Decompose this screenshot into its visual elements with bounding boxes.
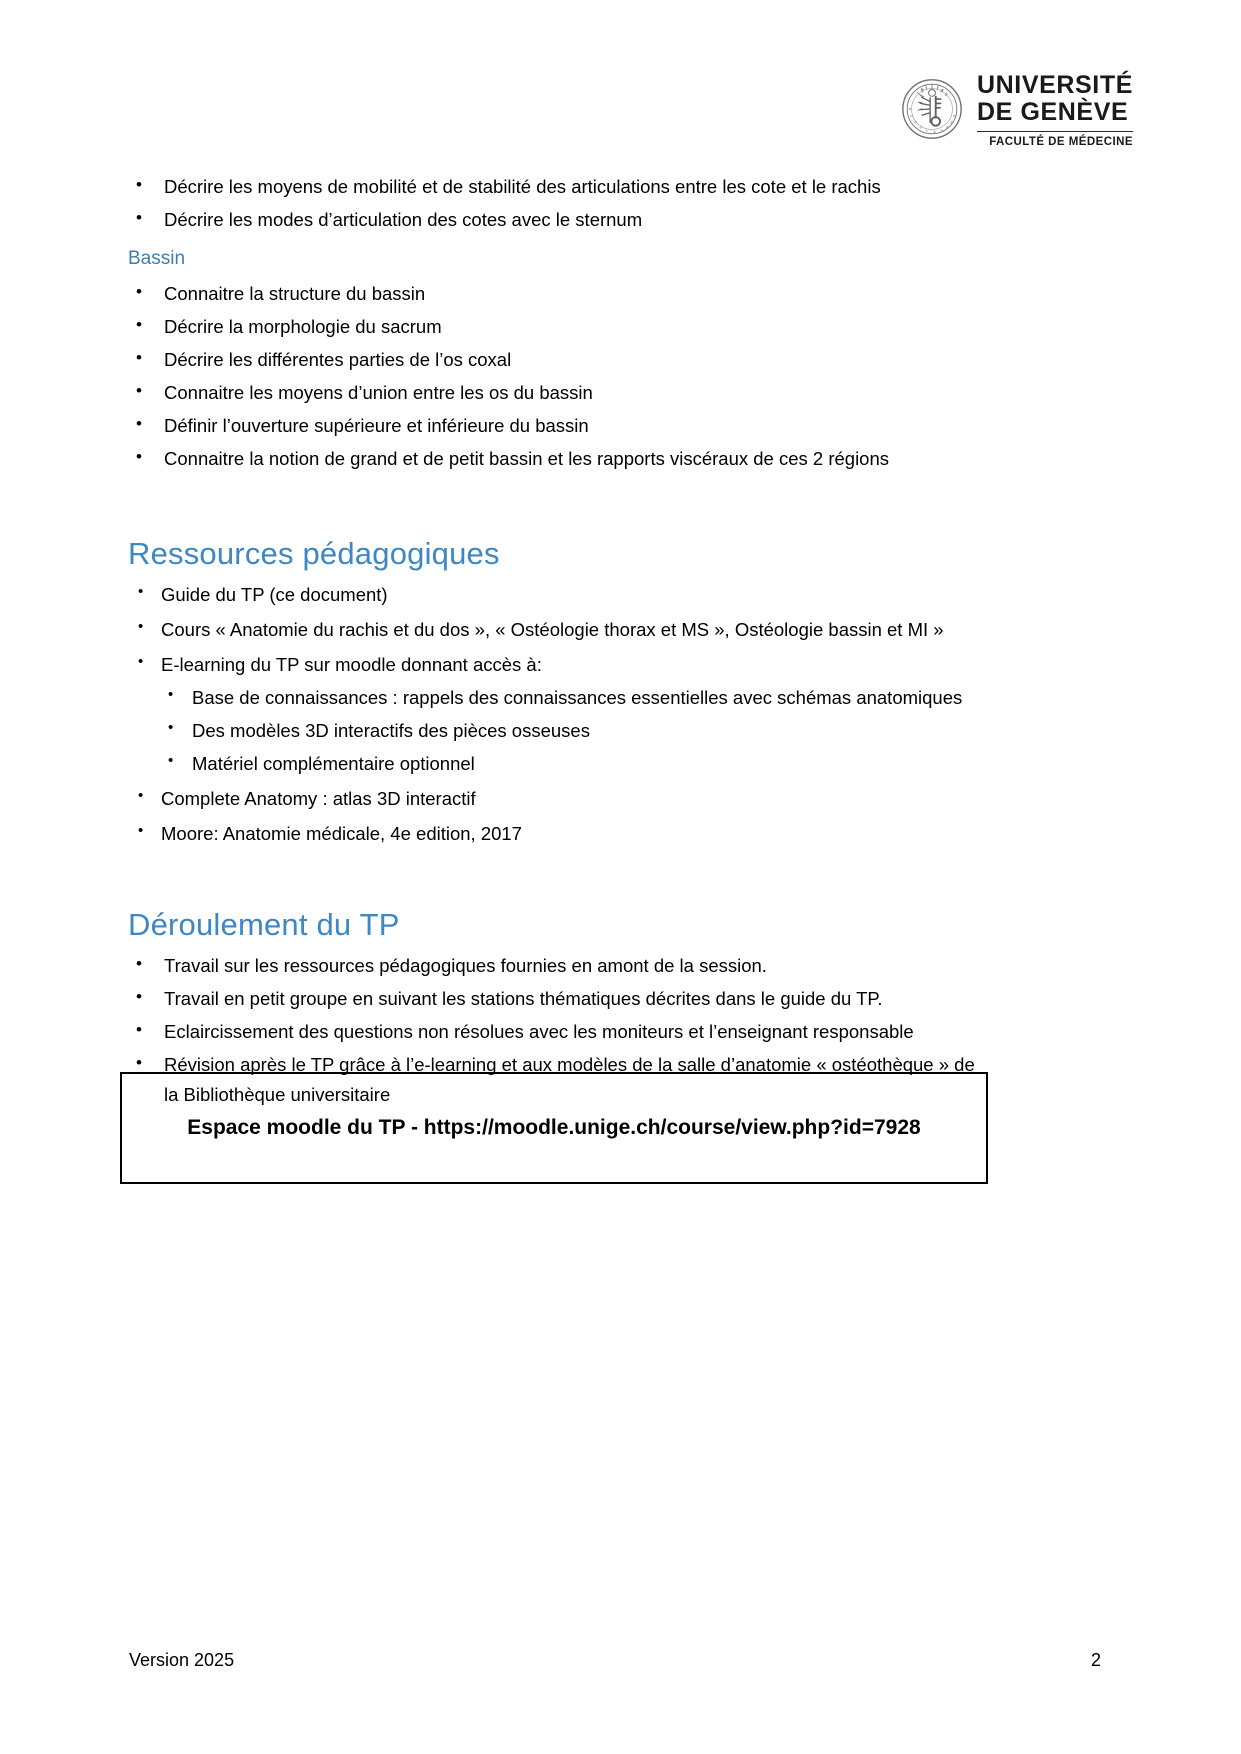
moodle-link-box[interactable] [120,1072,988,1184]
list-item: • Cours « Anatomie du rachis et du dos », « Ostéologie thorax et MS », Ostéologie bassin et MI » [128,615,990,645]
university-logo [901,72,1133,148]
svg-text:G: G [939,128,944,134]
subheading-bassin: Bassin [128,247,186,269]
list-item: • Décrire la morphologie du sacrum [128,312,990,342]
list-item: • Connaitre les moyens d’union entre les os du bassin [128,378,990,408]
list-item: • Eclaircissement des questions non résolues avec les moniteurs et l’enseignant responsable [128,1017,990,1047]
list-item: • Décrire les différentes parties de l’os coxal [128,345,990,375]
logo-faculty-label: FACULTÉ DE MÉDECINE [989,136,1133,148]
section-title-deroulement: Déroulement du TP [128,907,400,943]
elearning-sub-list [161,683,990,779]
list-item: • Des modèles 3D interactifs des pièces osseuses [161,716,990,746]
list-item: • Travail sur les ressources pédagogiques fournies en amont de la session. [128,951,990,981]
section-spacer [128,854,990,906]
ressources-list [128,580,990,849]
list-item: • Décrire les modes d’articulation des cotes avec le sternum [128,205,990,235]
unige-crest-icon [901,78,963,140]
list-item: • Décrire les moyens de mobilité et de stabilité des articulations entre les cote et le rachis [128,172,990,202]
footer-page-number: 2 [1090,1650,1101,1670]
list-item: • Travail en petit groupe en suivant les stations thématiques décrites dans le guide du TP. [128,984,990,1014]
list-item-label: E-learning du TP sur moodle donnant accès à: [161,654,542,676]
svg-text:8: 8 [920,86,925,92]
list-item: • Matériel complémentaire optionnel [161,749,990,779]
section-spacer [128,477,990,535]
logo-wordmark [977,72,1133,148]
moodle-link-text[interactable]: Espace moodle du TP - https://moodle.unige.ch/course/view.php?id=7928 [187,1116,921,1139]
logo-line-universite: UNIVERSITÉ [976,71,1133,99]
svg-text:5: 5 [940,87,945,93]
footer-version: Version 2025 [129,1650,235,1670]
list-item-elearning [128,650,990,779]
list-item: • Connaitre la structure du bassin [128,279,990,309]
svg-text:E: E [952,114,957,118]
list-item: • Guide du TP (ce document) [128,580,990,610]
list-item: • Moore: Anatomie médicale, 4e edition, 2017 [128,819,990,849]
list-item: • Complete Anatomy : atlas 3D interactif [128,784,990,814]
section-title-ressources: Ressources pédagogiques [128,536,500,572]
svg-text:S: S [907,107,913,111]
svg-text:H: H [913,119,918,125]
list-item: • Base de connaissances : rappels des connaissances essentielles avec schémas anatomiques [161,683,990,713]
svg-text:1: 1 [915,90,921,96]
document-content [128,172,990,1113]
svg-text:C: C [909,114,915,119]
svg-text:N: N [949,120,954,125]
list-item: • Connaitre la notion de grand et de petit bassin et les rapports viscéraux de ces 2 régions [128,444,990,474]
svg-text:O: O [918,124,924,130]
svg-text:A: A [933,130,936,135]
logo-line-de-geneve: DE GENÈVE [976,98,1129,126]
objectives-list-thorax [128,172,990,235]
svg-text:9: 9 [943,91,949,97]
list-item: • Définir l’ouverture supérieure et inférieure du bassin [128,411,990,441]
objectives-list-bassin [128,279,990,474]
list-item: • Révision après le TP grâce à l’e-learning et aux modèles de la salle d’anatomie « ostéothèque » de la Bibliothèque universitaire [128,1050,990,1110]
svg-text:E: E [944,125,950,130]
logo-divider [977,131,1133,132]
svg-text:L: L [925,128,929,133]
